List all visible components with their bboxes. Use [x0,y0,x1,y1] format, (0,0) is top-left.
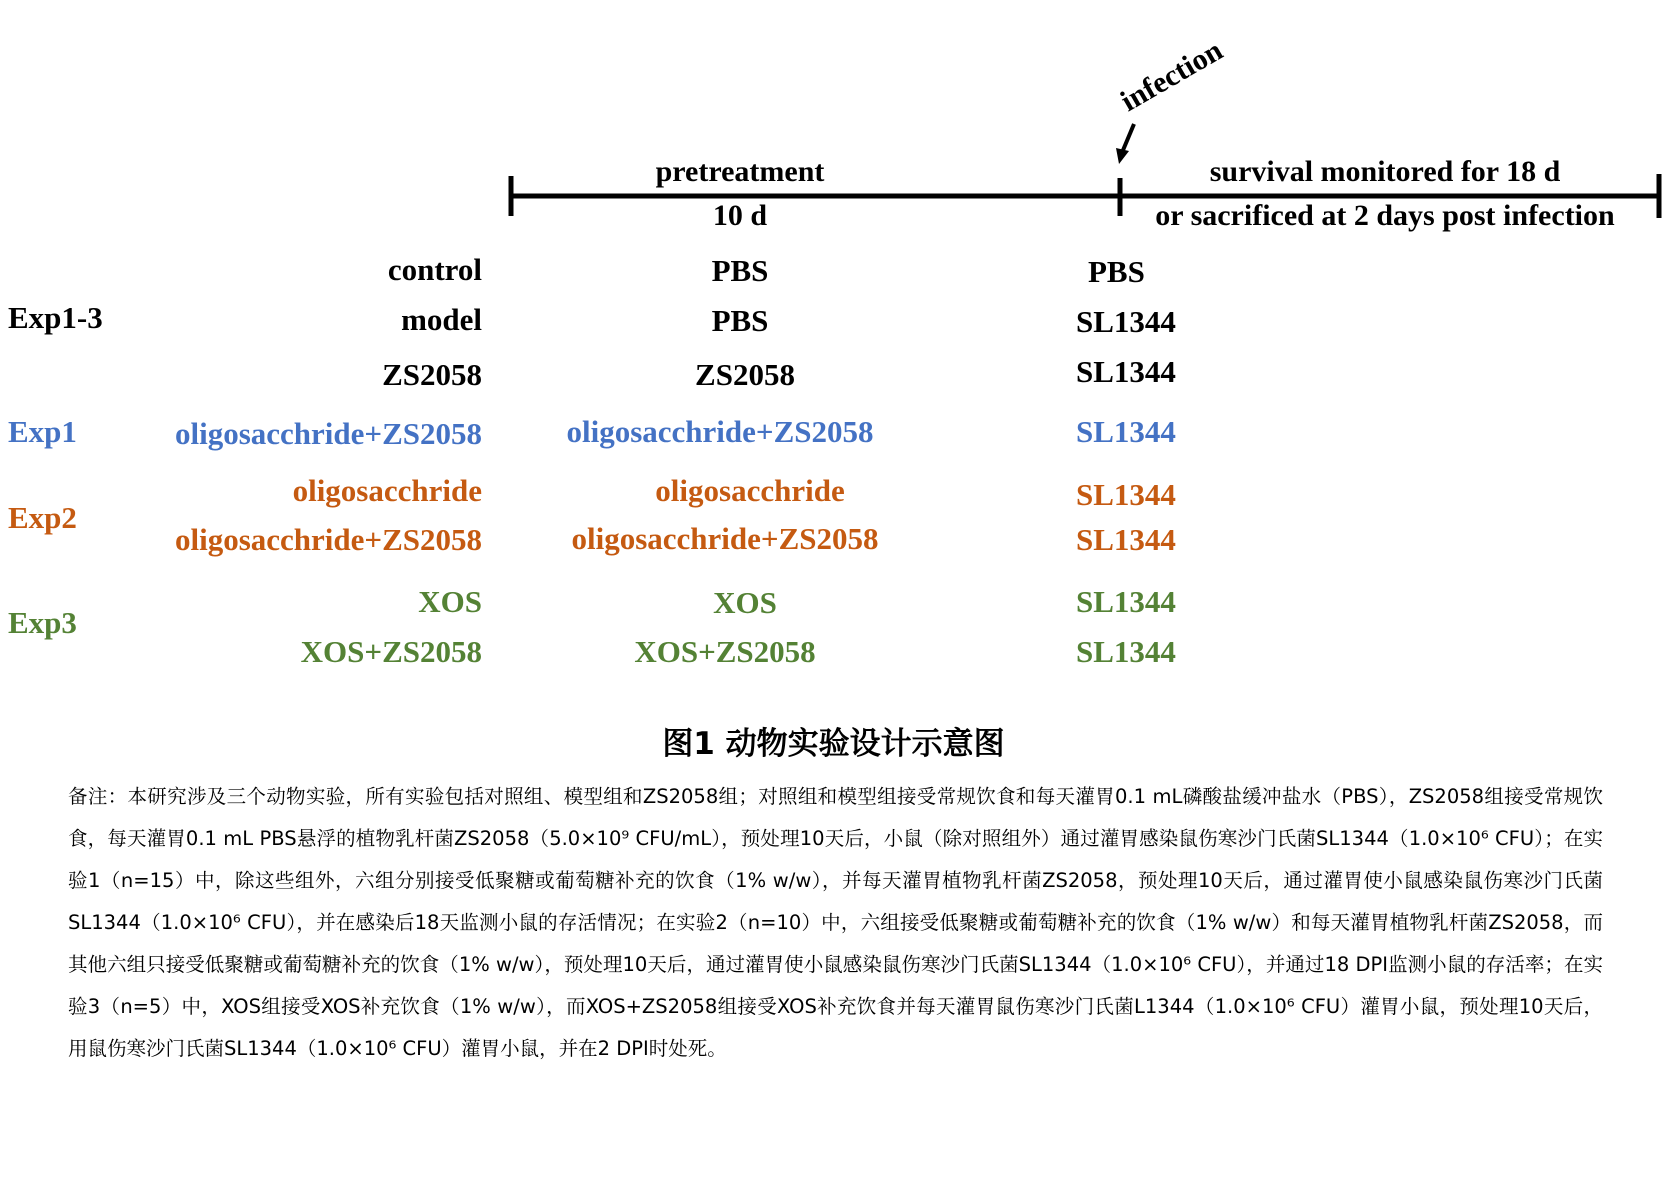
duration-label: 10 d [712,199,768,232]
group-label: control [387,252,482,287]
pretreatment-cell: ZS2058 [695,357,795,392]
group-label: oligosacchride [292,473,482,508]
group-label: oligosacchride+ZS2058 [174,416,482,451]
survival-label-line1: survival monitored for 18 d [1209,155,1561,188]
pretreatment-cell: oligosacchride [655,473,845,508]
pretreatment-cell: oligosacchride+ZS2058 [566,414,874,449]
group-label: oligosacchride+ZS2058 [174,522,482,557]
exp1-label: Exp1 [8,414,77,449]
infection-arrow-icon [1116,124,1134,164]
figure-caption: 图1 动物实验设计示意图 [662,726,1005,762]
infection-cell: SL1344 [1076,522,1176,557]
infection-label: infection [1115,33,1229,119]
group-label: ZS2058 [382,357,482,392]
group-label: XOS [418,584,482,619]
pretreatment-cell: XOS [713,585,777,620]
exp13-label: Exp1-3 [8,300,103,335]
exp2-label: Exp2 [8,500,77,535]
infection-cell: SL1344 [1076,584,1176,619]
pretreatment-label: pretreatment [655,155,825,188]
pretreatment-cell: oligosacchride+ZS2058 [571,521,879,556]
infection-cell: SL1344 [1076,414,1176,449]
infection-cell: SL1344 [1076,477,1176,512]
figure-note: 备注：本研究涉及三个动物实验，所有实验包括对照组、模型组和ZS2058组；对照组和模型组接受常规饮食和每天灌胃0.1 mL磷酸盐缓冲盐水（PBS），ZS2058组接受常规饮食，每天灌胃0.1 mL PBS悬浮的植物乳杆菌ZS2058（5.0×10⁹ CFU/mL），预处理10天后，小鼠（除对照组外）通过灌胃感染鼠伤寒沙门氏菌SL1344（1.0×10⁶ CFU）；在实验1（n=15）中，除这些组外，六组分别接受低聚糖或葡萄糖补充的饮食（1% w/w），并每天灌胃植物乳杆菌ZS2058，预处理10天后，通过灌胃使小鼠感染鼠伤寒沙门氏菌SL1344（1.0×10⁶ CFU），并在感染后18天监测小鼠的存活情况；在实验2（n=10）中，六组接受低聚糖或葡萄糖补充的饮食（1% w/w）和每天灌胃植物乳杆菌ZS2058，而其他六组只接受低聚糖或葡萄糖补充的饮食（1% w/w），预处理10天后，通过灌胃使小鼠感染鼠伤寒沙门氏菌SL1344（1.0×10⁶ CFU），并通过18 DPI监测小鼠的存活率；在实验3（n=5）中，XOS组接受XOS补充饮食（1% w/w），而XOS+ZS2058组接受XOS补充饮食并每天灌胃鼠伤寒沙门氏菌L1344（1.0×10⁶ CFU）灌胃小鼠，预处理10天后，用鼠伤寒沙门氏菌SL1344（1.0×10⁶ CFU）灌胃小鼠，并在2 DPI时处死。 [68,785,1603,1060]
exp3-label: Exp3 [8,605,77,640]
survival-label-line2: or sacrificed at 2 days post infection [1155,199,1615,232]
group-label: model [401,302,482,337]
group-label: XOS+ZS2058 [300,634,482,669]
infection-cell: SL1344 [1076,354,1176,389]
pretreatment-cell: PBS [711,303,769,338]
infection-cell: SL1344 [1076,634,1176,669]
infection-cell: PBS [1088,254,1145,289]
infection-cell: SL1344 [1076,304,1176,339]
pretreatment-cell: XOS+ZS2058 [634,634,816,669]
pretreatment-cell: PBS [711,253,769,288]
